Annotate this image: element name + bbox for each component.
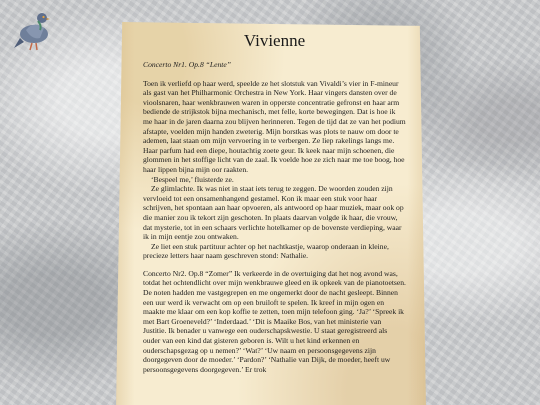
pigeon-logo [12, 8, 54, 52]
story-paragraph: Toen ik verliefd op haar werd, speelde ze het slotstuk van Vivaldi’s vier in F-mineur als gast van het Philharmonic Orchestra in New York. Haar vingers dansten over de vioolsnaren, haar wenkbrauwen waren in opperste concentratie gefronst en haar arm bediende de strijkstok bijna mechanisch, met felle, korte bewegingen. Dat is hoe ik me haar in de jaren daarna zou blijven herinneren. Tegen de tijd dat ze van het podium afstapte, voelden mijn handen zweterig. Mijn borstkas was plots te nauw om door te ademen, laat staan om mijn vervoering in te verbergen. Ze liep rakelings langs me. Haar parfum had een diepe, houtachtig zoete geur. Ik keek naar mijn schoenen, die glommen in het stoffige licht van de zaal. Ik voelde hoe ze zich naar me toe boog, hoe haar lippen bijna mijn oor raakten. [143, 78, 406, 174]
page-title: Vivienne [243, 31, 306, 50]
story-paragraph: Concerto Nr2. Op.8 “Zomer” Ik verkeerde in de overtuiging dat het nog avond was, totdat het ochtendlicht over mijn wenkbrauwe gleed en ik opkeek van de pianotoetsen. De noten hadden me vastgegrepen en me ongemerkt door de nacht gesleept. Binnen een uur werd ik verwacht om op een bruiloft te spelen. Ik kreef in mijn ogen en maakte me klaar om een kop koffie te zetten, toen mijn telefoon ging. ‘Ja?’ ‘Spreek ik met Bart Groeneveld?’ ‘Inderdaad.’ ‘Dit is Maaike Bos, van het ministerie van Justitie. Ik benader u vanwege een ouderschapskwestie. U staat geregistreerd als ouder van een kind dat gisteren geboren is. Wilt u het kind erkennen en ouderschapsgezag op u nemen?’ ‘Wat?’ ‘Uw naam en persoonsgegevens zijn doorgegeven door de moeder.’ ‘Pardon?’ ‘Nathalie van Dijk, de moeder, heeft uw persoonsgegevens doorgegeven.’ Er trok [143, 268, 406, 374]
story-content [143, 30, 406, 374]
chapter-subtitle: Concerto Nr1. Op.8 “Lente” [143, 60, 231, 69]
story-paragraph: Ze liet een stuk partituur achter op het nachtkastje, waarop onderaan in kleine, precieze letters haar naam geschreven stond: Nathalie. [143, 241, 389, 261]
story-paragraph: ‘Bespeel me,’ fluisterde ze. [151, 174, 234, 184]
story-paragraph: Ze glimlachte. Ik was niet in staat iets terug te zeggen. De woorden zouden zijn vervloeid tot een onsamenhangend gestamel. Kon ik maar een stuk voor haar schrijven, het spontaan aan haar opvoeren, als antwoord op haar muziek, maar ook op die manier zou ik tekort zijn geschoten. In plaats daarvan volgde ik haar, die vrouw, dat mysterie, tot in een schaars verlichte hotelkamer op de bovenste verdieping, waar ik in mijn eentje zou ontwaken. [143, 184, 404, 242]
